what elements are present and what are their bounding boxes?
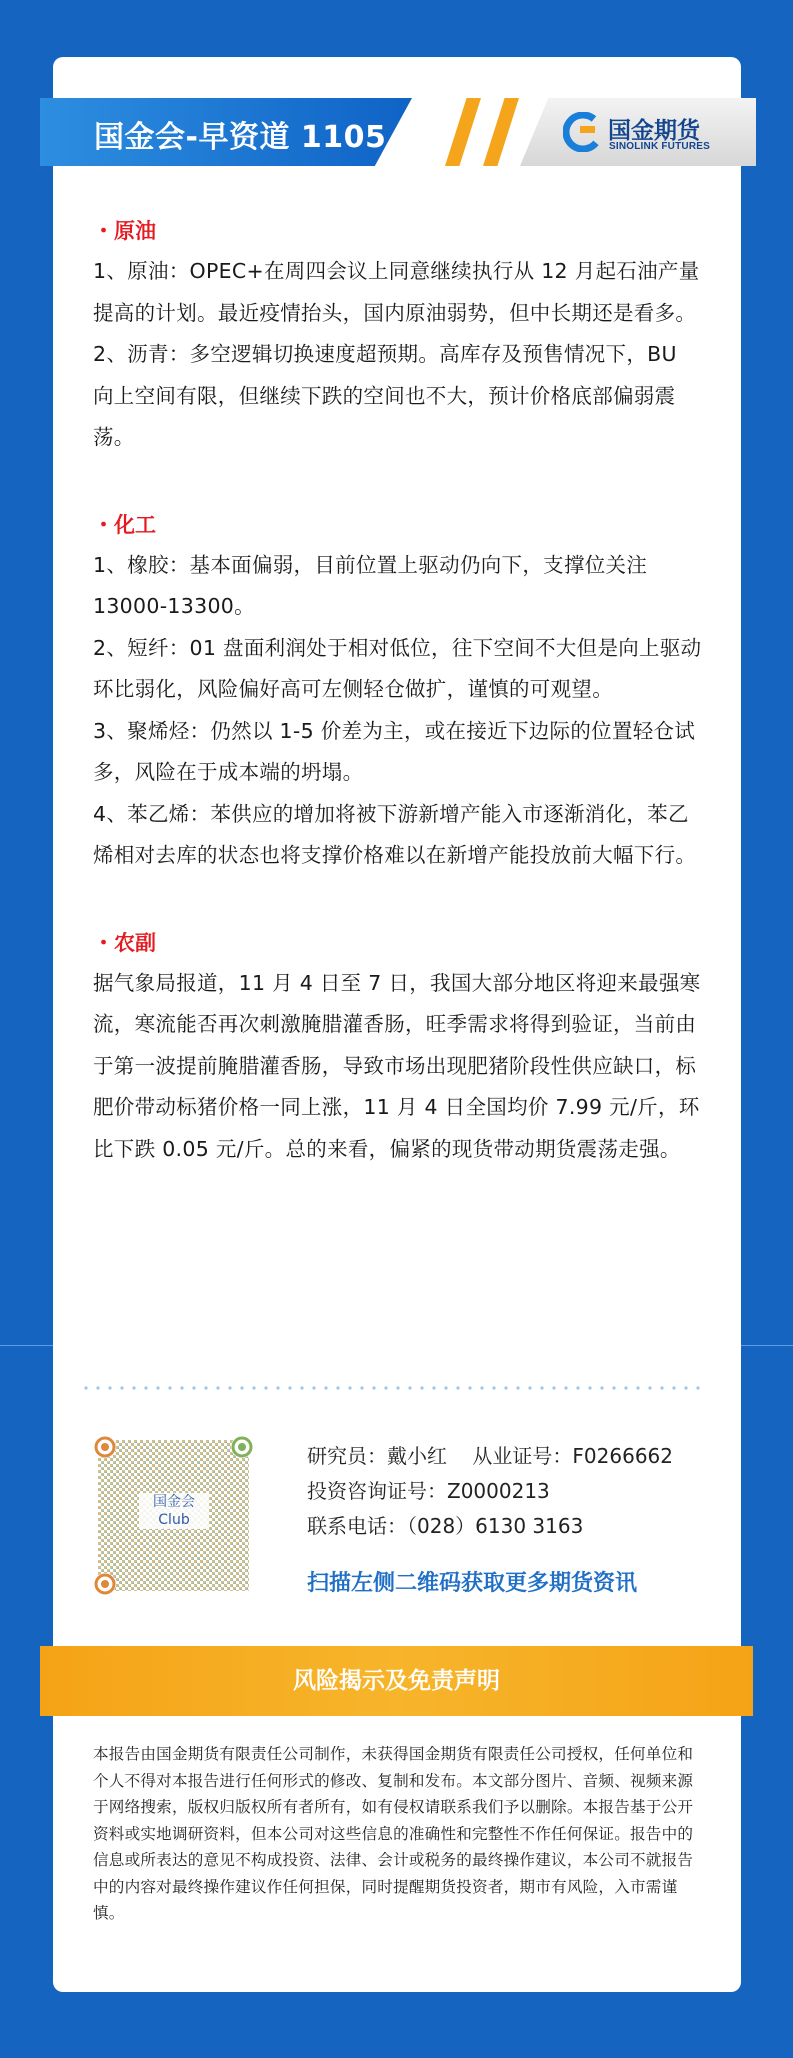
dotted-divider (80, 1386, 700, 1390)
scan-cta: 扫描左侧二维码获取更多期货资讯 (307, 1571, 638, 1596)
paragraph: 据气象局报道，11 月 4 日至 7 日，我国大部分地区将迎来最强寒流，寒流能否再次刺激腌腊灌香肠，旺季需求将得到验证，当前由于第一波提前腌腊灌香肠，导致市场出现肥猪阶段性供应缺口，标肥价带动标猪价格一同上涨，11 月 4 日全国均价 7.99 元/斤，环比下跌 0.05 元/斤。总的来看，偏紧的现货带动期货震荡走强。 (93, 970, 701, 1161)
risk-banner-title: 风险揭示及免责声明 (293, 1668, 500, 1694)
page-title: 国金会-早资道 1105 (94, 120, 387, 155)
paragraph: 2、短纤：01 盘面利润处于相对低位，往下空间不大但是向上驱动环比弱化，风险偏好高可左侧轻仓做扩，谨慎的可观望。 (93, 635, 702, 701)
section-title-agriculture: ・农副 (93, 930, 156, 955)
section-title-chemicals: ・化工 (93, 512, 156, 537)
qr-center-label: 国金会 Club (139, 1493, 209, 1529)
paragraph: 2、沥青：多空逻辑切换速度超预期。高库存及预售情况下，BU 向上空间有限，但继续下跌的空间也不大，预计价格底部偏弱震荡。 (93, 342, 677, 449)
logo-english-name: SINOLINK FUTURES (609, 141, 710, 152)
section-title-crude-oil: ・原油 (93, 219, 156, 243)
contact-info (307, 1439, 673, 1544)
disclaimer-text: 本报告由国金期货有限责任公司制作，未获得国金期货有限责任公司授权，任何单位和个人不得对本报告进行任何形式的修改、复制和发布。本文部分图片、音频、视频来源于网络搜索，版权归版权所有者所有，如有侵权请联系我们予以删除。本报告基于公开资料或实地调研资料，但本公司对这些信息的准确性和完整性不作任何保证。报告中的信息或所表达的意见不构成投资、法律、会计或税务的最终操作建议，本公司不就报告中的内容对最终操作建议作任何担保，同时提醒期货投资者，期市有风险，入市需谨慎。 (93, 1745, 694, 1922)
paragraph: 1、橡胶：基本面偏弱，目前位置上驱动仍向下，支撑位关注 13000-13300。 (93, 552, 648, 618)
sinolink-logo-icon (563, 112, 603, 152)
report-content (93, 211, 703, 1170)
logo-chinese-name: 国金期货 (608, 118, 700, 144)
consult-id-line: 投资咨询证号：Z0000213 (307, 1479, 550, 1503)
paragraph: 4、苯乙烯：苯供应的增加将被下游新增产能入市逐渐消化，苯乙烯相对去库的状态也将支撑价格难以在新增产能投放前大幅下行。 (93, 801, 697, 867)
paragraph: 3、聚烯烃：仍然以 1-5 价差为主，或在接近下边际的位置轻仓试多，风险在于成本端的坍塌。 (93, 718, 696, 784)
researcher-line: 研究员：戴小红 从业证号：F0266662 (307, 1444, 674, 1468)
paragraph: 1、原油：OPEC+在周四会议上同意继续执行从 12 月起石油产量提高的计划。最近疫情抬头，国内原油弱势，但中长期还是看多。 (93, 259, 700, 325)
phone-line: 联系电话：（028）6130 3163 (307, 1514, 584, 1538)
